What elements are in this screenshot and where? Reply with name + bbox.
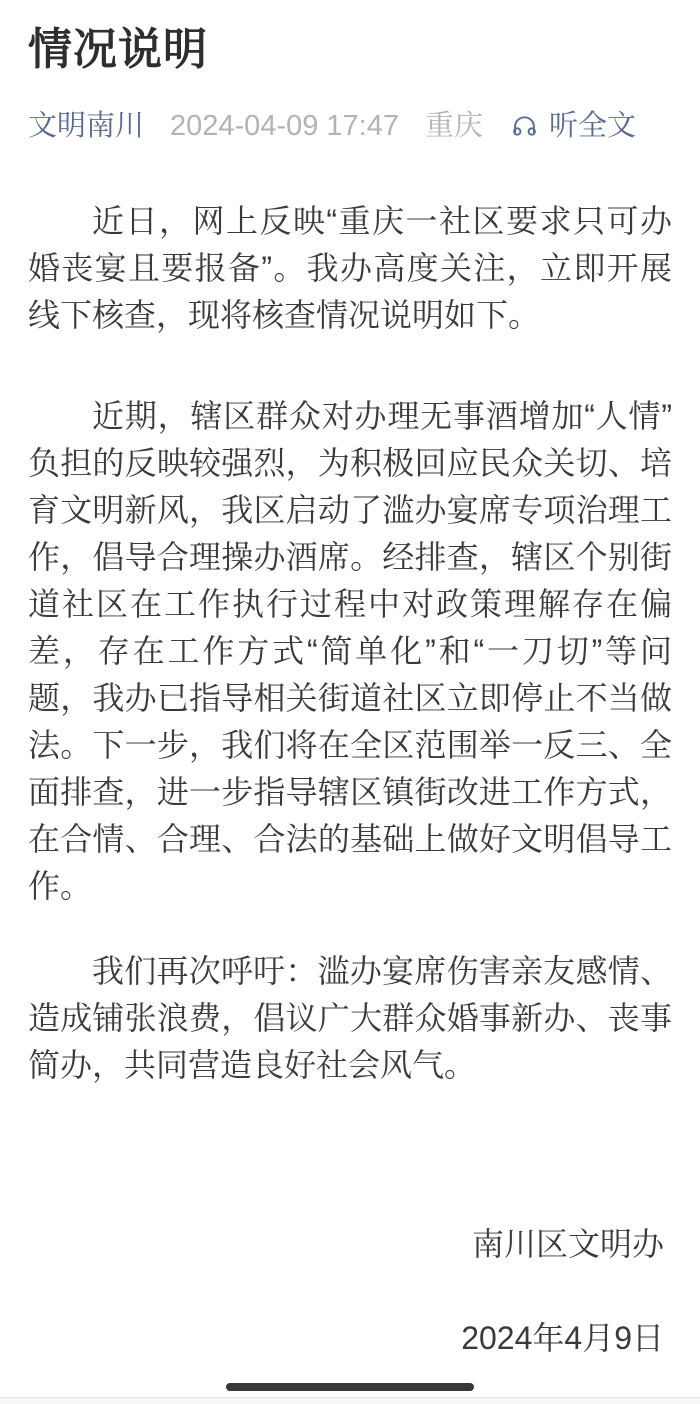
paragraph: 近日，网上反映“重庆一社区要求只可办婚丧宴且要报备”。我办高度关注，立即开展线下核查，现将核查情况说明如下。	[28, 203, 672, 333]
bottom-edge-strip	[0, 1397, 700, 1404]
paragraph: 我们再次呼吁：滥办宴席伤害亲友感情、造成铺张浪费，倡议广大群众婚事新办、丧事简办，共同营造良好社会风气。	[28, 953, 672, 1083]
signature-date: 2024年4月9日	[461, 1320, 664, 1356]
headphones-icon	[509, 111, 540, 142]
listen-label: 听全文	[549, 110, 637, 142]
account-name-link[interactable]: 文明南川	[28, 110, 145, 142]
home-indicator-bar[interactable]	[226, 1383, 474, 1391]
article-title: 情况说明	[28, 25, 208, 74]
paragraph: 近期，辖区群众对办理无事酒增加“人情”负担的反映较强烈，为积极回应民众关切、培育文明新风，我区启动了滥办宴席专项治理工作，倡导合理操办酒席。经排查，辖区个别街道社区在工作执行过程中对政策理解存在偏差，存在工作方式“简单化”和“一刀切”等问题，我办已指导相关街道社区立即停止不当做法。下一步，我们将在全区范围举一反三、全面排查，进一步指导辖区镇街改进工作方式，在合情、合理、合法的基础上做好文明倡导工作。	[28, 398, 672, 904]
article-body	[28, 198, 672, 1362]
article-meta-row	[28, 108, 672, 144]
signature: 南川区文明办	[471, 1226, 664, 1262]
publish-datetime: 2024-04-09 17:47	[170, 110, 399, 142]
listen-full-text-button[interactable]	[509, 108, 636, 144]
publish-location: 重庆	[425, 110, 484, 142]
